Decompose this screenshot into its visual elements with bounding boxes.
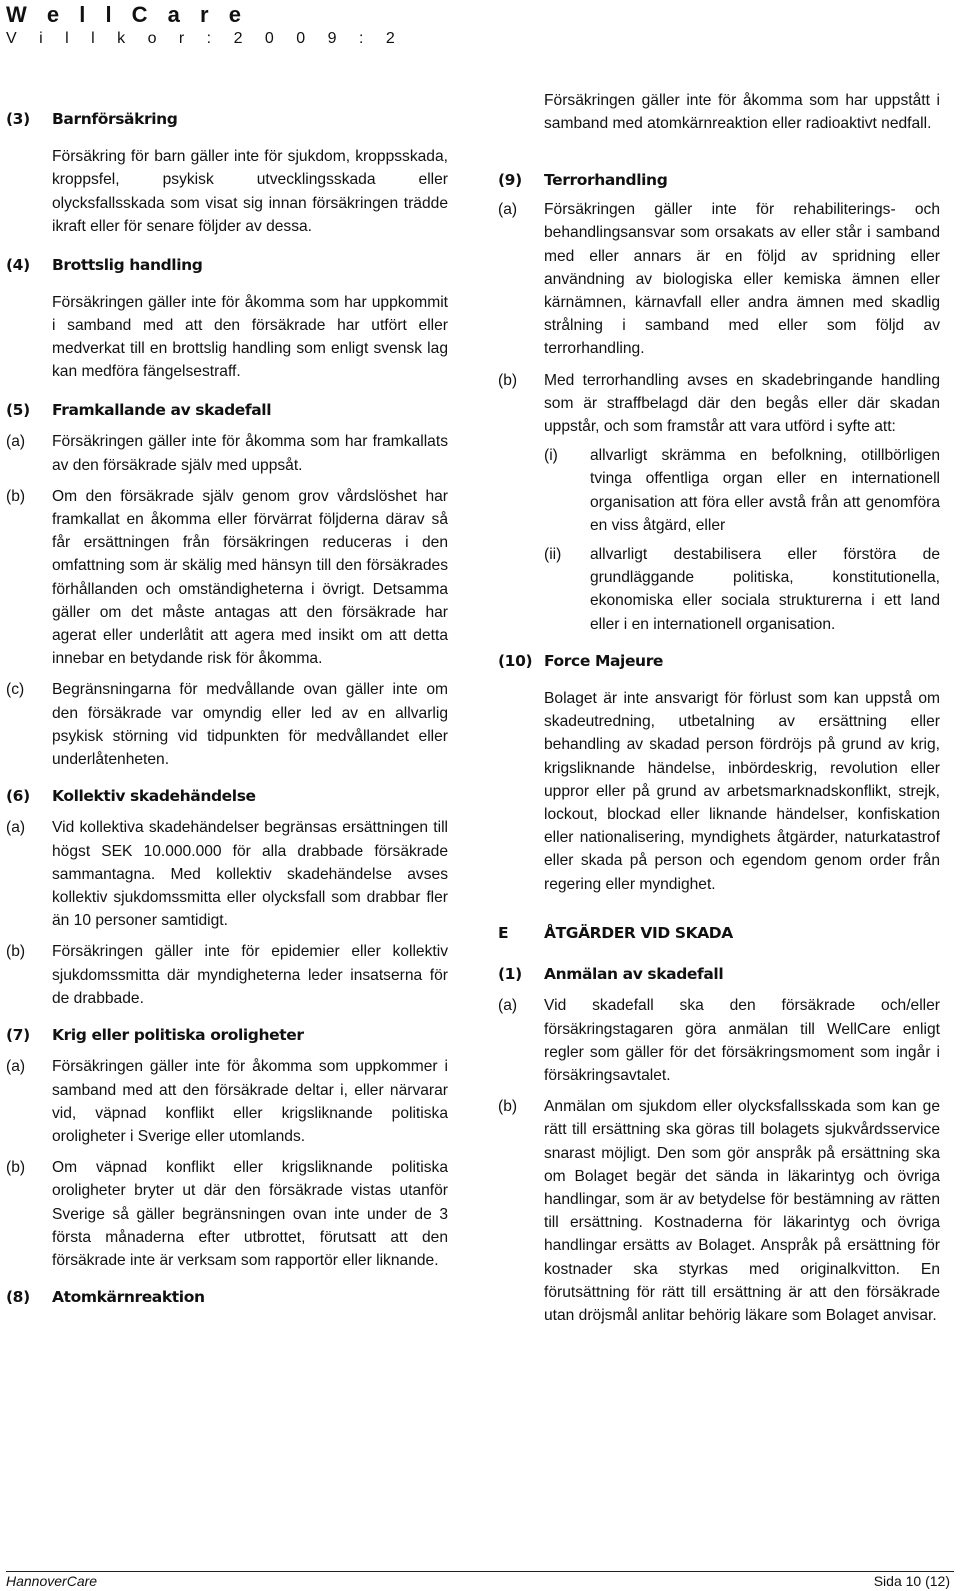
- item-label: (b): [498, 1098, 518, 1116]
- item-text: Anmälan om sjukdom eller olycksfallsskada som kan ge rätt till ersättning ska göras till bolagets sjukvårdsservice snarast möjligt. Den som gör anspråk på ersättning ska om Bolaget begär det sända in läkarintyg och övriga handlingar, som är av betydelse för bestämning av rätten till ersättning. Kostnaderna för läkarintyg och övriga handlingar ersätts av Bolaget. Anspråk på ersättning för kostnader ska styrkas med originalkvitton. En förutsättning för rätt till ersättning är att den försäkrade utan dröjsmål anlitar behörig läkare som Bolaget anvisar.: [544, 1098, 940, 1324]
- chapter-letter: E: [498, 923, 509, 942]
- section-number: (5): [6, 401, 30, 420]
- section-10-text: Bolaget är inte ansvarigt för förlust som kan uppstå om skadeutredning, utbetalning av ersättning eller behandling av skadad person fördröjs på grund av krig, krigsliknande händelse, inbördeskrig, revolution eller uppror eller på grund av arbetsmarknadskonflikt, strejk, lockout, blockad eller liknande händelser, konfiskation eller nationalisering, myndighets åtgärder, naturkatastrof eller skada på person och egendom genom order från regering eller myndighet.: [544, 690, 940, 893]
- section-title: Atomkärnreaktion: [52, 1288, 205, 1307]
- section-9-subitem-ii: [544, 543, 940, 636]
- section-heading-e1: [498, 963, 940, 986]
- subitem-text: allvarligt destabilisera eller förstöra de grundläggande politiska, konstitutionella, ekonomiska eller sociala strukturerna i ett land eller i en internationell organisation.: [590, 546, 940, 633]
- item-text: Om väpnad konflikt eller krigsliknande politiska oroligheter bryter ut där den försäkrade vistas utanför Sverige så gäller begränsningen ovan inte under de 3 första månaderna efter utbrottet, förutsatt att den försäkrade inte är verksam som rapportör eller liknande.: [52, 1159, 448, 1269]
- item-label: (a): [6, 1058, 26, 1076]
- section-title: Kollektiv skadehändelse: [52, 787, 256, 806]
- item-label: (b): [6, 943, 26, 961]
- section-number: (3): [6, 110, 30, 128]
- section-heading-7: [6, 1024, 448, 1047]
- section-5-item-a: [6, 430, 448, 476]
- section-number: (9): [498, 171, 522, 189]
- document-version: V i l l k o r : 2 0 0 9 : 2: [6, 30, 404, 47]
- section-title: Anmälan av skadefall: [544, 965, 724, 984]
- section-heading-8: [6, 1286, 448, 1309]
- section-heading-5: [6, 399, 448, 422]
- item-label: (b): [498, 371, 518, 389]
- section-heading-3: [6, 108, 448, 131]
- item-label: (a): [6, 433, 26, 451]
- item-text: Vid skadefall ska den försäkrade och/eller försäkringstagaren göra anmälan till WellCare enligt regler som gäller för det försäkringsmoment som ingår i försäkringsavtalet.: [544, 997, 940, 1084]
- section-6-item-b: [6, 940, 448, 1010]
- footer-page-number: Sida 10 (12): [873, 1573, 950, 1589]
- footer-company: HannoverCare: [6, 1573, 98, 1589]
- item-text: Med terrorhandling avses en skadebringande handling som är straffbelagd där den begås eller där skadan uppstår, och som framstår att vara utförd i syfte att:: [544, 371, 940, 436]
- item-label: (a): [498, 997, 518, 1015]
- item-text: Vid kollektiva skadehändelser begränsas ersättningen till högst SEK 10.000.000 för alla drabbade försäkrade sammantagna. Med kollektiv skadehändelse avses kollektiv sjukdomssmitta eller olycksfall som drabbar fler än 10 personer samtidigt.: [52, 819, 448, 930]
- item-text: Försäkringen gäller inte för åkomma som uppkommer i samband med att den försäkrade deltar i, eller närvarar vid, väpnad konflikt eller krigsliknande politiska oroligheter i Sverige eller utomlands.: [52, 1058, 448, 1145]
- section-9-item-b: [498, 369, 940, 439]
- section-9-item-a: [498, 198, 940, 360]
- item-text: Försäkringen gäller inte för rehabiliterings- och behandlingsansvar som orsakats av eller står i samband med eller annars är en följd av spridning eller användning av biologiska eller kemiska ämnen eller kärnämnen, kärnavfall eller andra ämnen med skadlig strålning i samband med eller som följd av terrorhandling.: [544, 201, 940, 358]
- subitem-label: (ii): [544, 546, 562, 564]
- section-e1-item-a: [498, 994, 940, 1087]
- item-label: (a): [498, 201, 518, 219]
- item-label: (c): [6, 681, 25, 699]
- section-number: (4): [6, 255, 30, 274]
- section-5-item-b: [6, 485, 448, 671]
- section-title: Brottslig handling: [52, 255, 203, 274]
- brand-title: W e l l C a r e: [6, 2, 248, 27]
- section-8-text: Försäkringen gäller inte för åkomma som har uppstått i samband med atomkärnreaktion eller radioaktivt nedfall.: [544, 91, 940, 132]
- section-heading-10: [498, 650, 940, 673]
- item-text: Om den försäkrade själv genom grov vårdslöshet har framkallat en åkomma eller förvärrat följderna därav så får ersättningen från försäkringen reduceras i den omfattning som är skälig med hänsyn till den försäkrades förhållanden och omständigheterna i övrigt. Detsamma gäller om det måste antagas att den försäkrade har agerat eller underlåtit att agera med insikt om att detta innebar en betydande risk för åkomma.: [52, 487, 448, 668]
- section-e1-item-b: [498, 1095, 940, 1327]
- section-title: Terrorhandling: [544, 171, 668, 189]
- section-title: Framkallande av skadefall: [52, 401, 272, 420]
- item-label: (a): [6, 819, 26, 837]
- section-number: (8): [6, 1288, 30, 1307]
- left-column: [6, 108, 448, 1309]
- item-text: Begränsningarna för medvållande ovan gäller inte om den försäkrade var omyndig eller led av en allvarlig psykisk störning vid tidpunkten för medvållandet eller underlåtenheten.: [52, 681, 448, 769]
- section-4-text: Försäkringen gäller inte för åkomma som har uppkommit i samband med att den försäkrade har utfört eller medverkat till en brottslig handling som enligt svensk lag kan medföra fängelsestraff.: [52, 293, 448, 381]
- section-7-item-a: [6, 1055, 448, 1148]
- section-3-text: Försäkring för barn gäller inte för sjukdom, kroppsskada, kroppsfel, psykisk utvecklingsskada eller olycksfallsskada som visat sig innan försäkringen trädde ikraft eller för senare följder av dessa.: [52, 148, 448, 235]
- section-number: (10): [498, 651, 533, 670]
- section-heading-4: [6, 254, 448, 277]
- right-column: [498, 73, 940, 1327]
- footer-divider: [6, 1571, 954, 1572]
- item-text: Försäkringen gäller inte för epidemier eller kollektiv sjukdomssmitta där myndigheterna leder insatserna för de drabbade.: [52, 943, 448, 1007]
- section-heading-6: [6, 785, 448, 808]
- section-9-subitem-i: [544, 444, 940, 537]
- item-label: (b): [6, 1159, 26, 1177]
- item-label: (b): [6, 487, 26, 505]
- section-heading-9: [498, 169, 940, 192]
- chapter-title: ÅTGÄRDER VID SKADA: [544, 923, 733, 942]
- section-title: Barnförsäkring: [52, 110, 178, 128]
- section-number: (1): [498, 965, 522, 984]
- item-text: Försäkringen gäller inte för åkomma som har framkallats av den försäkrade själv med uppsåt.: [52, 433, 448, 474]
- section-7-item-b: [6, 1156, 448, 1272]
- section-number: (7): [6, 1026, 30, 1045]
- subitem-label: (i): [544, 447, 558, 465]
- section-title: Force Majeure: [544, 651, 664, 670]
- section-6-item-a: [6, 816, 448, 932]
- section-number: (6): [6, 787, 30, 806]
- chapter-heading-e: [498, 922, 940, 945]
- section-title: Krig eller politiska oroligheter: [52, 1026, 304, 1045]
- section-5-item-c: [6, 678, 448, 771]
- subitem-text: allvarligt skrämma en befolkning, otillbörligen tvinga offentliga organ eller en internationell organisation att föra eller avstå från att genomföra en viss åtgärd, eller: [590, 447, 940, 534]
